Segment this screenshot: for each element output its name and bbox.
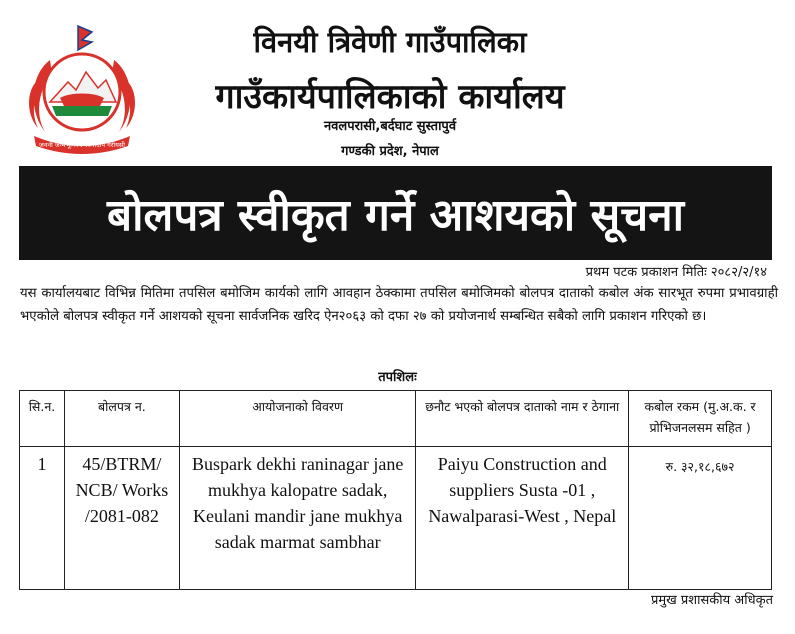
signature-designation: प्रमुख प्रशासकीय अधिकृत — [650, 593, 773, 608]
office-address-line1: नवलपरासी,बर्दघाट सुस्तापुर्व — [323, 119, 457, 134]
cell-bid-no: 45/BTRM/ NCB/ Works /2081-082 — [64, 447, 179, 590]
notice-intro-text: यस कार्यालयबाट विभिन्न मितिमा तपसिल बमोजिम कार्यको लागि आवहान ठेक्कामा तपसिल बमोजिमको बोलपत्र दाताको कबोल अंक सारभूत रुपमा प्रभावग्राही भएकोले बोलपत्र स्वीकृत गर्ने आशयको सूचना सार्वजनिक खरिद ऐन२०६३ को दफा २७ को प्रयोजनार्थ सम्बन्धित सबैको लागि प्रकाशन गरिएको छ। — [20, 286, 778, 324]
header-selected-bidder: छनौट भएको बोलपत्र दाताको नाम र ठेगाना — [416, 391, 629, 447]
cell-project-description: Buspark dekhi raninagar jane mukhya kalopatre sadak, Keulani mandir jane mukhya sadak marmat sambhar — [179, 447, 416, 590]
cell-serial-no: 1 — [20, 447, 65, 590]
publication-date: प्रथम पटक प्रकाशन मितिः २०८२/२/१४ — [585, 265, 767, 280]
header-bid-no: बोलपत्र न. — [64, 391, 179, 447]
cell-bid-amount: रु. ३२,१८,६७२ — [629, 447, 772, 590]
table-header-row — [20, 391, 772, 447]
bid-table — [19, 390, 772, 590]
notice-title-banner — [19, 166, 772, 260]
cell-selected-bidder: Paiyu Construction and suppliers Susta -01 , Nawalparasi-West , Nepal — [416, 447, 629, 590]
svg-text:जननी जन्मभूमिश्च स्वर्गादपि गर: जननी जन्मभूमिश्च स्वर्गादपि गरीयसी — [39, 141, 125, 149]
header-serial-no: सि.न. — [20, 391, 65, 447]
notice-title: बोलपत्र स्वीकृत गर्ने आशयको सूचना — [106, 190, 685, 241]
office-address-line2: गण्डकी प्रदेश, नेपाल — [341, 144, 439, 159]
details-label: तपशिलः — [378, 370, 417, 385]
header-project-description: आयोजनाको विवरण — [179, 391, 416, 447]
office-type: गाउँकार्यपालिकाको कार्यालय — [215, 77, 565, 117]
office-name: विनयी त्रिवेणी गाउँपालिका — [253, 25, 527, 59]
header-bid-amount: कबोल रकम (मु.अ.क. र प्रोभिजनलसम सहित ) — [629, 391, 772, 447]
table-row — [20, 447, 772, 590]
nepal-emblem-logo — [20, 20, 144, 154]
